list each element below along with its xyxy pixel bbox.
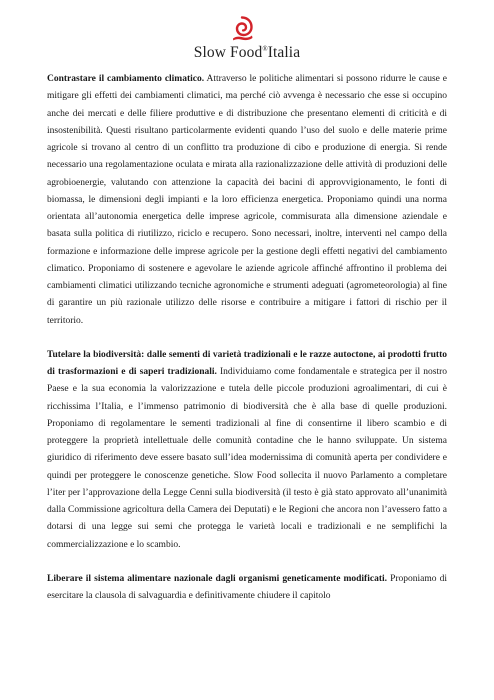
paragraph-text: Individuiamo come fondamentale e strategica per il nostro Paese e la sua economia la valorizzazione e tutela delle piccole produzioni agroalimentari, di cui è ricchissima l’Italia, e l’immenso patrimonio di biodiversità che è alla base di quelle produzioni. Proponiamo di regolamentare le sementi tradizionali al fine di consentirne il libero scambio e di proteggere la proprietà intellettuale delle comunità contadine che le hanno sviluppate. Un sistema giuridico di riferimento deve essere basato sull’idea modernissima di comunità aperta per condividere e quindi per proteggere le conoscenze genetiche. Slow Food sollecita il nuovo Parlamento a completare l’iter per l’approvazione della Legge Cenni sulla biodiversità (il testo è già stato approvato all’unanimità dalla Commissione agricoltura della Camera dei Deputati) e le Regioni che ancora non l’avessero fatto a dotarsi di una legge sui semi che protegga le varietà locali e tradizionali e ne semplifichi la commercializzazione e lo scambio. (47, 367, 447, 550)
brand-wordmark (0, 44, 494, 62)
brand-name: Slow Food (193, 44, 263, 61)
slow-food-snail-logo-icon (230, 16, 254, 42)
paragraph-text: Attraverso le politiche alimentari si possono ridurre le cause e mitigare gli effetti dei cambiamenti climatici, ma perché ciò avvenga è necessario che esse si occupino anche dei mercati e delle filiere produttive e di distribuzione che presentano elementi di criticità e di insostenibilità. Questi risultano particolarmente evidenti quando l’uso del suolo e delle materie prime agricole si trovano al centro di un conflitto tra produzione di cibo e produzione di energia. Si rende necessario una regolamentazione oculata e mirata alla razionalizzazione delle attività di produzioni delle agrobioenergie, valutando con attenzione la capacità dei bacini di approvvigionamento, le fonti di biomassa, le dimensioni degli impianti e la loro efficienza energetica. Proponiamo quindi una norma orientata all’autonomia energetica delle imprese agricole, commisurata alla dimensione aziendale e basata sulla politica di riutilizzo, riciclo e recupero. Sono necessari, inoltre, interventi nel campo della formazione e informazione delle imprese agricole per la gestione degli effetti negativi del cambiamento climatico. Proponiamo di sostenere e agevolare le aziende agricole affinché affrontino il problema dei cambiamenti climatici utilizzando tecniche agronomiche e strumenti adeguati (agrometeorologia) al fine di garantire un più razionale utilizzo delle risorse e contribuire a mitigare i fattori di rischio per il territorio. (47, 74, 447, 326)
brand-suffix: Italia (267, 44, 301, 61)
paragraph-gmo (47, 571, 447, 606)
document-header (0, 0, 494, 70)
paragraph-lead: Tutelare la biodiversità: dalle sementi di varietà tradizionali e le razze autoctone, ai prodotti frutto di trasformazioni e di saperi tradizionali. (47, 349, 447, 377)
paragraph-lead: Contrastare il cambiamento climatico. (47, 74, 205, 84)
paragraph-biodiversity (47, 347, 447, 554)
registered-mark: ® (262, 45, 268, 53)
paragraph-text: Proponiamo di esercitare la clausola di salvaguardia e definitivamente chiudere il capitolo (47, 573, 447, 601)
paragraph-climate (47, 71, 447, 330)
paragraph-lead: Liberare il sistema alimentare nazionale dagli organismi geneticamente modificati. (47, 573, 388, 584)
document-body (47, 71, 447, 605)
